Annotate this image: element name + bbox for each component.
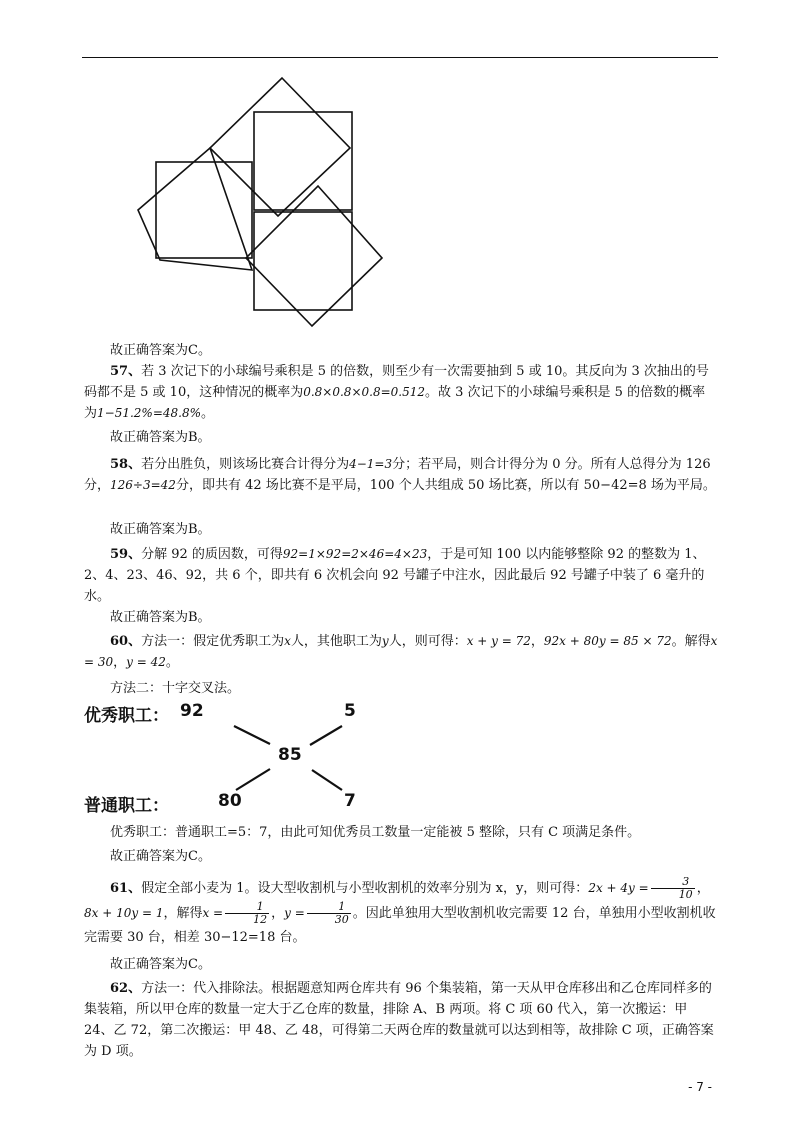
answer-59: 故正确答案为B。 bbox=[110, 610, 211, 625]
answer-56: 故正确答案为C。 bbox=[110, 343, 211, 358]
formula: 4−1=3 bbox=[349, 457, 393, 471]
label-excellent: 优秀职工： bbox=[84, 706, 169, 726]
question-58: 58、若分出胜负，则该场比赛合计得分为4−1=3分；若平局，则合计得分为 0 分。所有人总得分为 126 分，126÷3=42分，即共有 42 场比赛不是平局，100 个人共组成 50 场比赛，所以有 50−42=8 场为平局。 bbox=[84, 457, 716, 493]
question-number: 58、 bbox=[110, 457, 142, 472]
question-61: 61、假定全部小麦为 1。设大型收割机与小型收割机的效率分别为 x，y，则可得：2x + 4y = $\frac{3}{10}$ ，8x + 10y = 1，解得x = $\frac{1}{12}$ ，y = $\frac{1}{30}$ 。因此单独用大型收割机收完需要 12 台，单独用小型收割机收完需要 30 台，相差 30−12=18 台。 bbox=[84, 875, 716, 945]
method-two-label: 方法二：十字交叉法。 bbox=[110, 681, 241, 696]
question-59: 59、分解 92 的质因数，可得92=1×92=2×46=4×23，于是可知 100 以内能够整除 92 的整数为 1、2、4、23、46、92，共 6 个，即共有 6 次机会向 92 号罐子中注水，因此最后 92 号罐子中装了 6 毫升的水。 bbox=[84, 547, 706, 604]
cross-line bbox=[312, 770, 342, 790]
formula: 2x + 4y = bbox=[588, 881, 649, 895]
question-57: 57、若 3 次记下的小球编号乘积是 5 的倍数，则至少有一次需要抽到 5 或 10。其反向为 3 次抽出的号码都不是 5 或 10，这种情况的概率为0.8×0.8×0.8=0.512。故 3 次记下的小球编号乘积是 5 的倍数的概率为1−51.2%=48.8%。 bbox=[84, 364, 709, 421]
question-60: 60、方法一：假定优秀职工为x人，其他职工为y人，则可得：x + y = 72，92x + 80y = 85 × 72。解得x = 30，y = 42。 bbox=[84, 634, 718, 670]
page-number: - 7 - bbox=[688, 1080, 712, 1094]
label-ordinary: 普通职工： bbox=[84, 796, 169, 816]
formula: x = 30 bbox=[84, 634, 718, 669]
fraction: $\frac{3}{10}$ bbox=[651, 876, 695, 901]
question-62: 62、方法一：代入排除法。根据题意知两仓库共有 96 个集装箱，第一天从甲仓库移出和乙仓库同样多的集装箱，所以甲仓库的数量一定大于乙仓库的数量，排除 A、B 两项。将 C 项 60 代入，第一次搬运：甲 24、乙 72，第二次搬运：甲 48、乙 48，可得第二天两仓库的数量就可以达到相等，故排除 C 项，正确答案为 D 项。 bbox=[84, 981, 714, 1059]
formula: 126÷3=42 bbox=[110, 478, 176, 492]
answer-60: 故正确答案为C。 bbox=[110, 849, 211, 864]
question-number: 61、 bbox=[110, 881, 142, 896]
fraction: $\frac{1}{30}$ bbox=[307, 901, 351, 926]
formula: 8x + 10y = 1 bbox=[84, 906, 164, 920]
value-7: 7 bbox=[344, 791, 356, 811]
answer-58: 故正确答案为B。 bbox=[110, 522, 211, 537]
cross-line bbox=[236, 769, 270, 790]
value-80: 80 bbox=[218, 791, 242, 811]
formula: 92=1×92=2×46=4×23 bbox=[282, 547, 428, 561]
formula: 1−51.2%=48.8% bbox=[97, 406, 202, 420]
formula: 92x + 80y = 85 × 72 bbox=[543, 634, 672, 648]
value-92: 92 bbox=[180, 701, 204, 721]
fraction: $\frac{1}{12}$ bbox=[225, 901, 269, 926]
value-5: 5 bbox=[344, 701, 356, 721]
question-number: 60、 bbox=[110, 634, 142, 649]
cross-line bbox=[234, 726, 270, 744]
value-85: 85 bbox=[278, 745, 302, 765]
answer-57: 故正确答案为B。 bbox=[110, 430, 211, 445]
formula: 0.8×0.8×0.8=0.512 bbox=[303, 385, 425, 399]
question-number: 59、 bbox=[110, 547, 142, 562]
cross-line bbox=[310, 726, 342, 745]
cross-conclusion: 优秀职工：普通职工=5：7，由此可知优秀员工数量一定能被 5 整除，只有 C 项满足条件。 bbox=[110, 825, 641, 840]
answer-61: 故正确答案为C。 bbox=[110, 957, 211, 972]
question-number: 57、 bbox=[110, 364, 142, 379]
question-number: 62、 bbox=[110, 981, 142, 996]
formula: x + y = 72 bbox=[466, 634, 531, 648]
formula: y = 42 bbox=[126, 655, 166, 669]
